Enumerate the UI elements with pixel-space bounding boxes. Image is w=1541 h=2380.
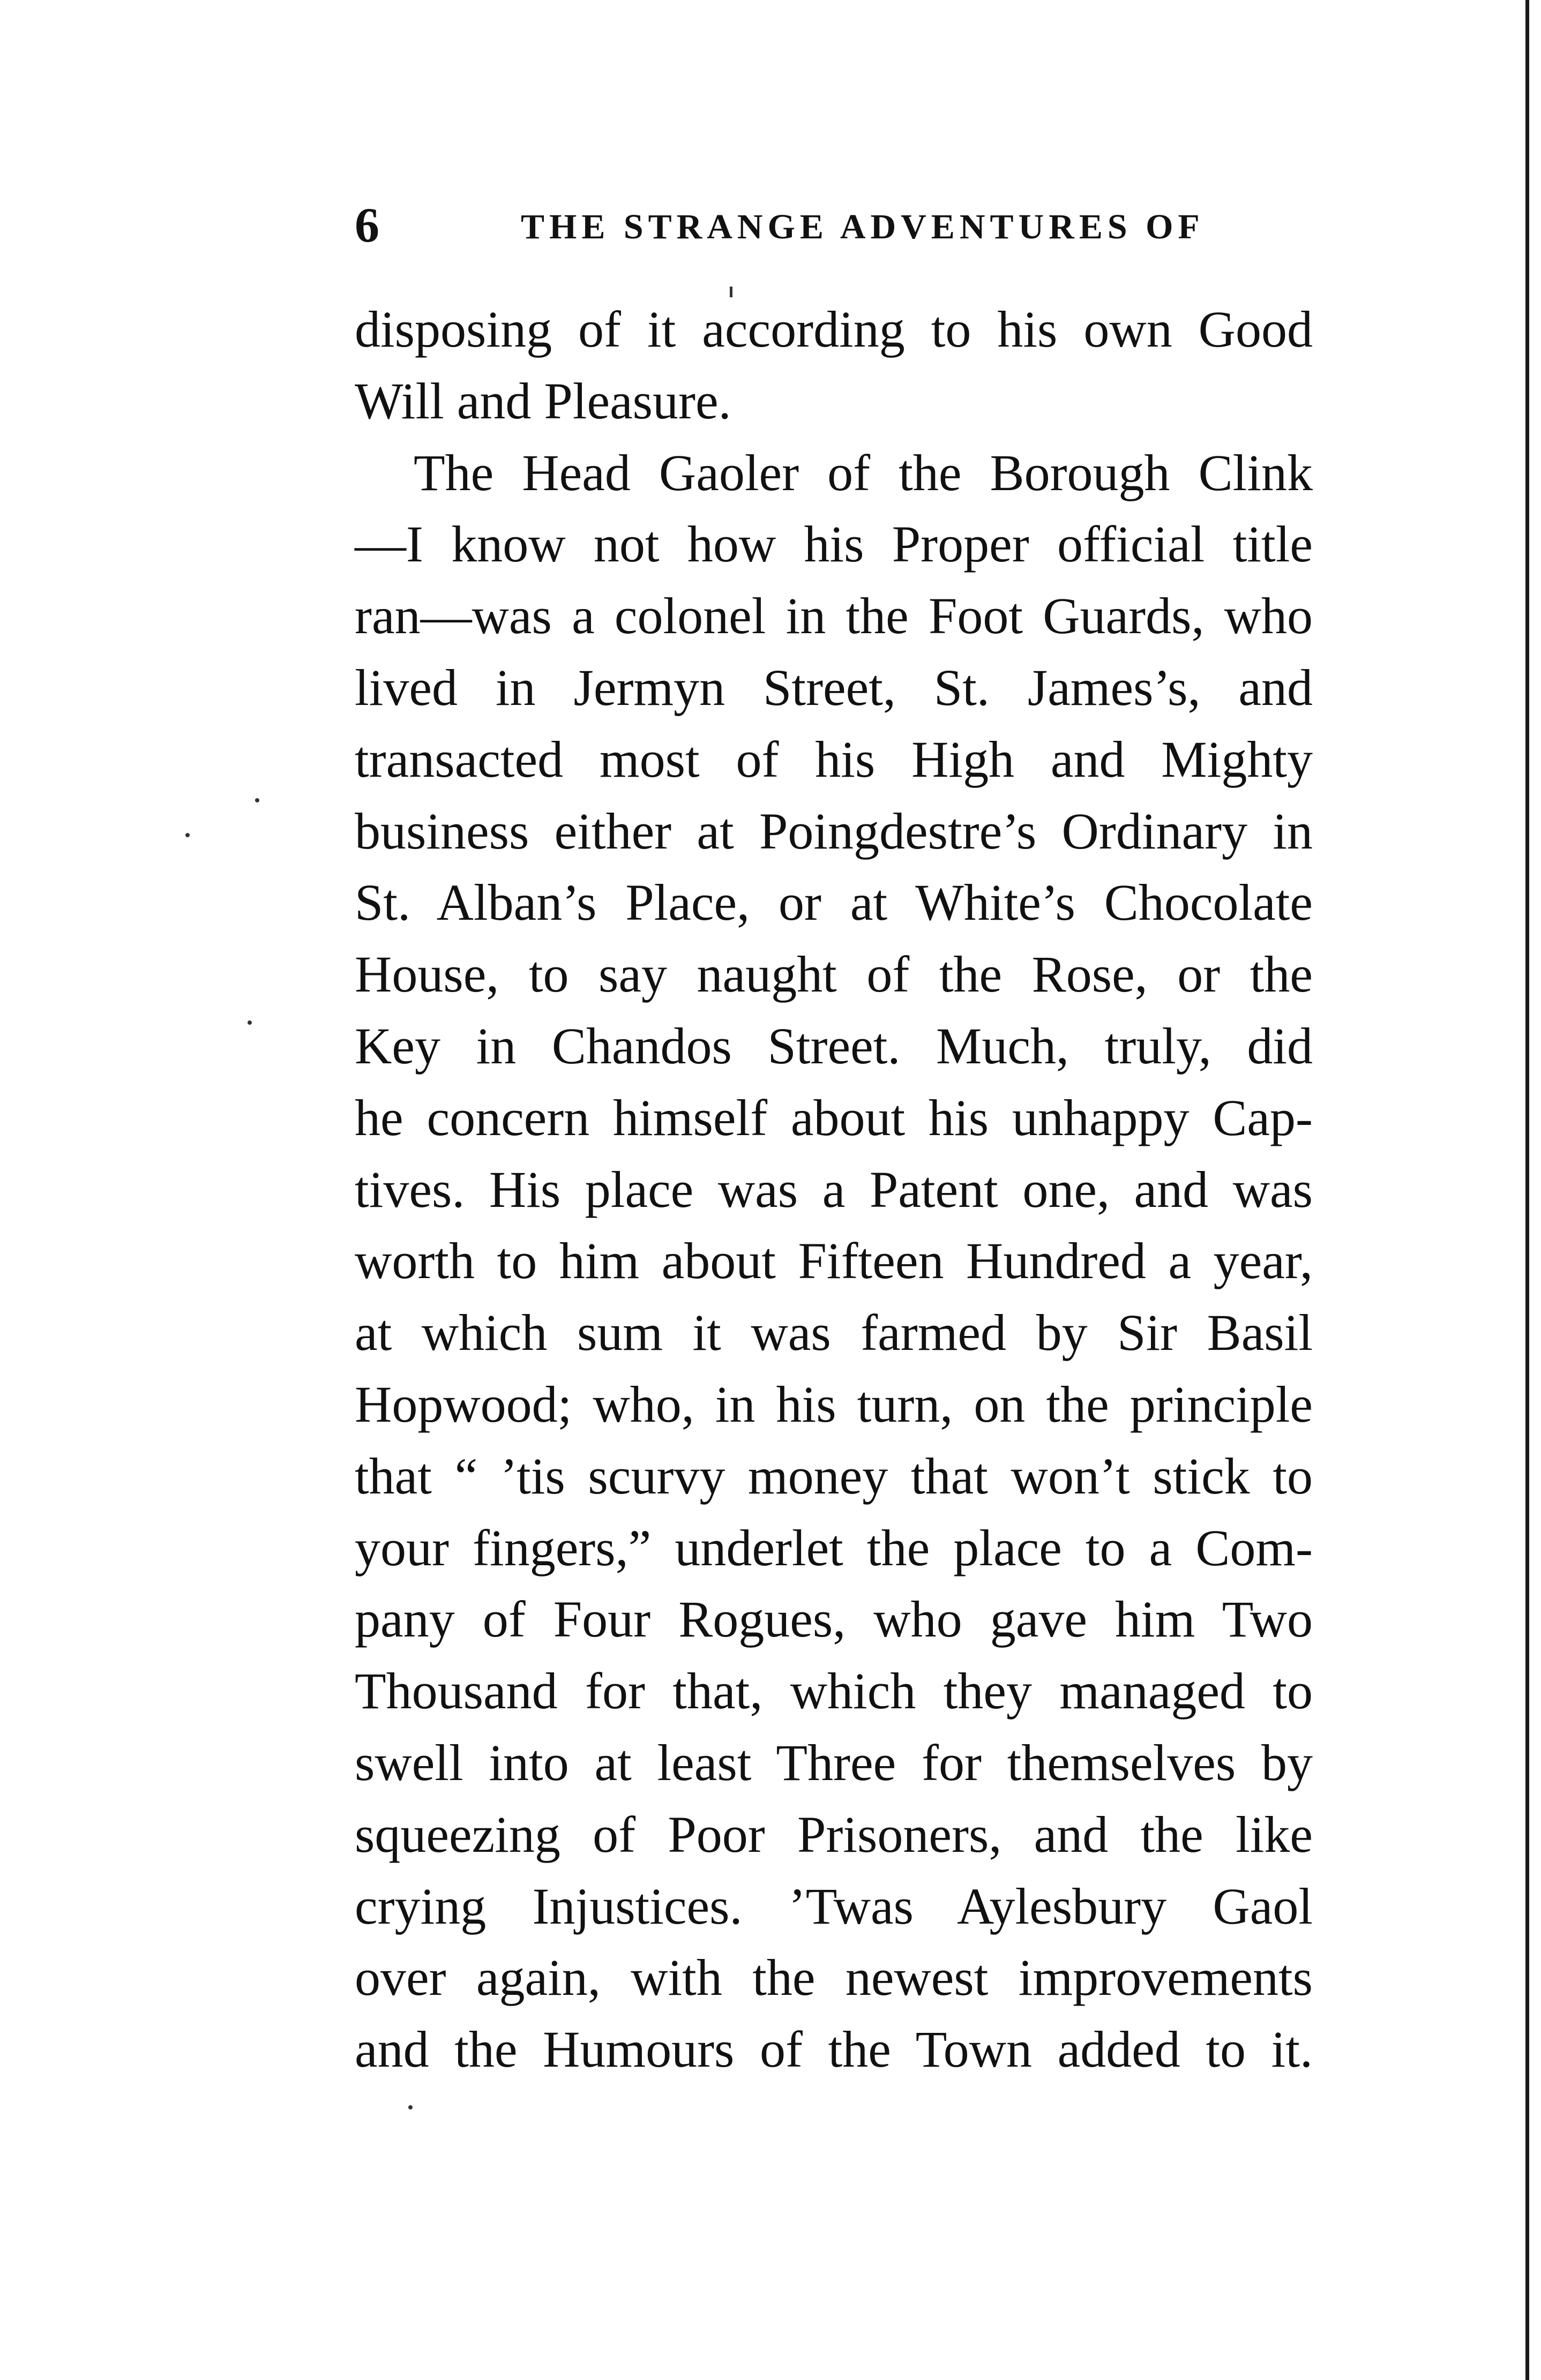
text-line: that “ ’tis scurvy money that won’t stick to: [355, 1447, 1313, 1505]
text-line: transacted most of his High and Mighty: [355, 730, 1313, 788]
running-title: THE STRANGE ADVENTURES OF: [521, 207, 1205, 246]
text-line: House, to say naught of the Rose, or the: [355, 945, 1313, 1003]
scan-speck: [248, 1020, 252, 1025]
text-line: The Head Gaoler of the Borough Clink: [414, 444, 1313, 501]
text-line: tives. His place was a Patent one, and was: [355, 1160, 1313, 1218]
text-line: worth to him about Fifteen Hundred a year,: [355, 1232, 1313, 1290]
scan-speck: [408, 2105, 413, 2109]
text-line: at which sum it was farmed by Sir Basil: [355, 1304, 1313, 1362]
scan-edge-line: [1525, 0, 1529, 2380]
text-line: over again, with the newest improvements: [355, 1949, 1313, 2007]
text-line: disposing of it according to his own Good: [355, 301, 1313, 358]
text-line: Will and Pleasure.: [355, 372, 731, 430]
scan-speck: [185, 833, 190, 837]
running-head: [355, 193, 1319, 257]
text-line: business either at Poingdestre’s Ordinary in: [355, 802, 1313, 860]
text-line: St. Alban’s Place, or at White’s Chocolate: [355, 874, 1313, 932]
text-line: crying Injustices. ’Twas Aylesbury Gaol: [355, 1877, 1313, 1935]
text-line: and the Humours of the Town added to it.: [355, 2021, 1313, 2078]
text-line: Hopwood; who, in his turn, on the principle: [355, 1375, 1313, 1433]
text-line: —I know not how his Proper official title: [355, 515, 1313, 573]
text-line: Thousand for that, which they managed to: [355, 1662, 1313, 1720]
text-line: ran—was a colonel in the Foot Guards, who: [355, 587, 1313, 645]
text-line: Key in Chandos Street. Much, truly, did: [355, 1017, 1313, 1075]
page-number: 6: [355, 198, 379, 252]
scan-speck: [730, 287, 732, 297]
text-line: your fingers,” underlet the place to a Com-: [355, 1519, 1313, 1576]
text-line: he concern himself about his unhappy Cap-: [355, 1088, 1313, 1146]
body-text: [355, 294, 1313, 2085]
text-line: swell into at least Three for themselves by: [355, 1733, 1313, 1791]
text-line: pany of Four Rogues, who gave him Two: [355, 1590, 1313, 1648]
text-line: squeezing of Poor Prisoners, and the like: [355, 1805, 1313, 1863]
text-line: lived in Jermyn Street, St. James’s, and: [355, 658, 1313, 716]
scan-speck: [255, 798, 259, 802]
